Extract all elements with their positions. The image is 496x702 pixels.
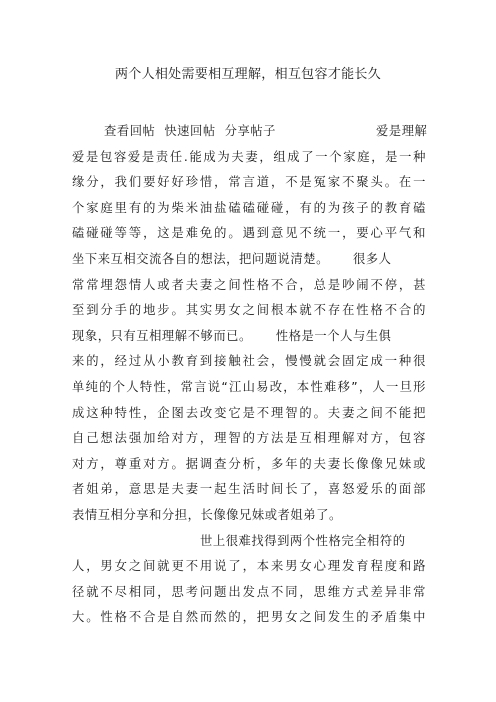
body-text: 现象，只有互相理解不够而已。 [72, 328, 252, 343]
body-line: 至到分手的地步。其实男女之间根本就不存在性格不合的 [72, 303, 426, 318]
body-line: 者姐弟，意思是夫妻一起生活时间长了，喜怒爱乐的面部 [72, 482, 426, 497]
body-line: 大。性格不合是自然而然的，把男女之间发生的矛盾集中 [72, 610, 426, 625]
body-line: 来的，经过从小教育到接触社会，慢慢就会固定成一种很 [72, 354, 426, 369]
body-line: 自己想法强加给对方，理智的方法是互相理解对方，包容 [72, 431, 426, 446]
body-line: 常常埋怨情人或者夫妻之间性格不合，总是吵闹不停，甚 [72, 277, 426, 292]
view-reply-link[interactable]: 查看回帖 [104, 124, 156, 138]
body-line: 径就不尽相同，思考问题出发点不同，思维方式差异非常 [72, 584, 426, 599]
quick-reply-link[interactable]: 快速回帖 [164, 124, 216, 138]
body-line: 人，男女之间就更不用说了，本来男女心理发育程度和路 [72, 559, 426, 574]
share-post-link[interactable]: 分享帖子 [224, 124, 277, 138]
body-text: 很多人 [352, 251, 392, 266]
body-line: 单纯的个人特性，常言说“江山易改，本性难移”，人一旦形 [72, 379, 426, 394]
body-line: 世上很难找得到两个性格完全相符的 [200, 533, 406, 548]
body-text: 爱是理解 [376, 124, 428, 138]
body-line [72, 119, 426, 145]
body-text: 坐下来互相交流各自的想法，把问题说清楚。 [72, 251, 329, 266]
post-title: 两个人相处需要相互理解，相互包容才能长久 [114, 67, 381, 82]
body-line: 磕碰碰等等，这是难免的。遇到意见不统一，要心平气和 [72, 226, 426, 241]
body-line: 成这种特性，企图去改变它是不理智的。夫妻之间不能把 [72, 405, 426, 420]
body-line [72, 324, 426, 350]
body-line: 缘分，我们要好好珍惜，常言道，不是冤家不聚头。在一 [72, 175, 426, 190]
body-line: 爱是包容爱是责任.能成为夫妻，组成了一个家庭，是一种 [72, 149, 426, 164]
body-line: 对方，尊重对方。据调查分析，多年的夫妻长像像兄妹或 [72, 456, 426, 471]
body-line [72, 247, 426, 273]
body-line: 个家庭里有的为柴米油盐磕磕碰碰，有的为孩子的教育磕 [72, 200, 426, 215]
body-text: 性格是一个人与生俱 [275, 328, 392, 343]
post-body [72, 119, 426, 631]
body-line: 表情互相分享和分担，长像像兄妹或者姐弟了。 [72, 507, 342, 522]
